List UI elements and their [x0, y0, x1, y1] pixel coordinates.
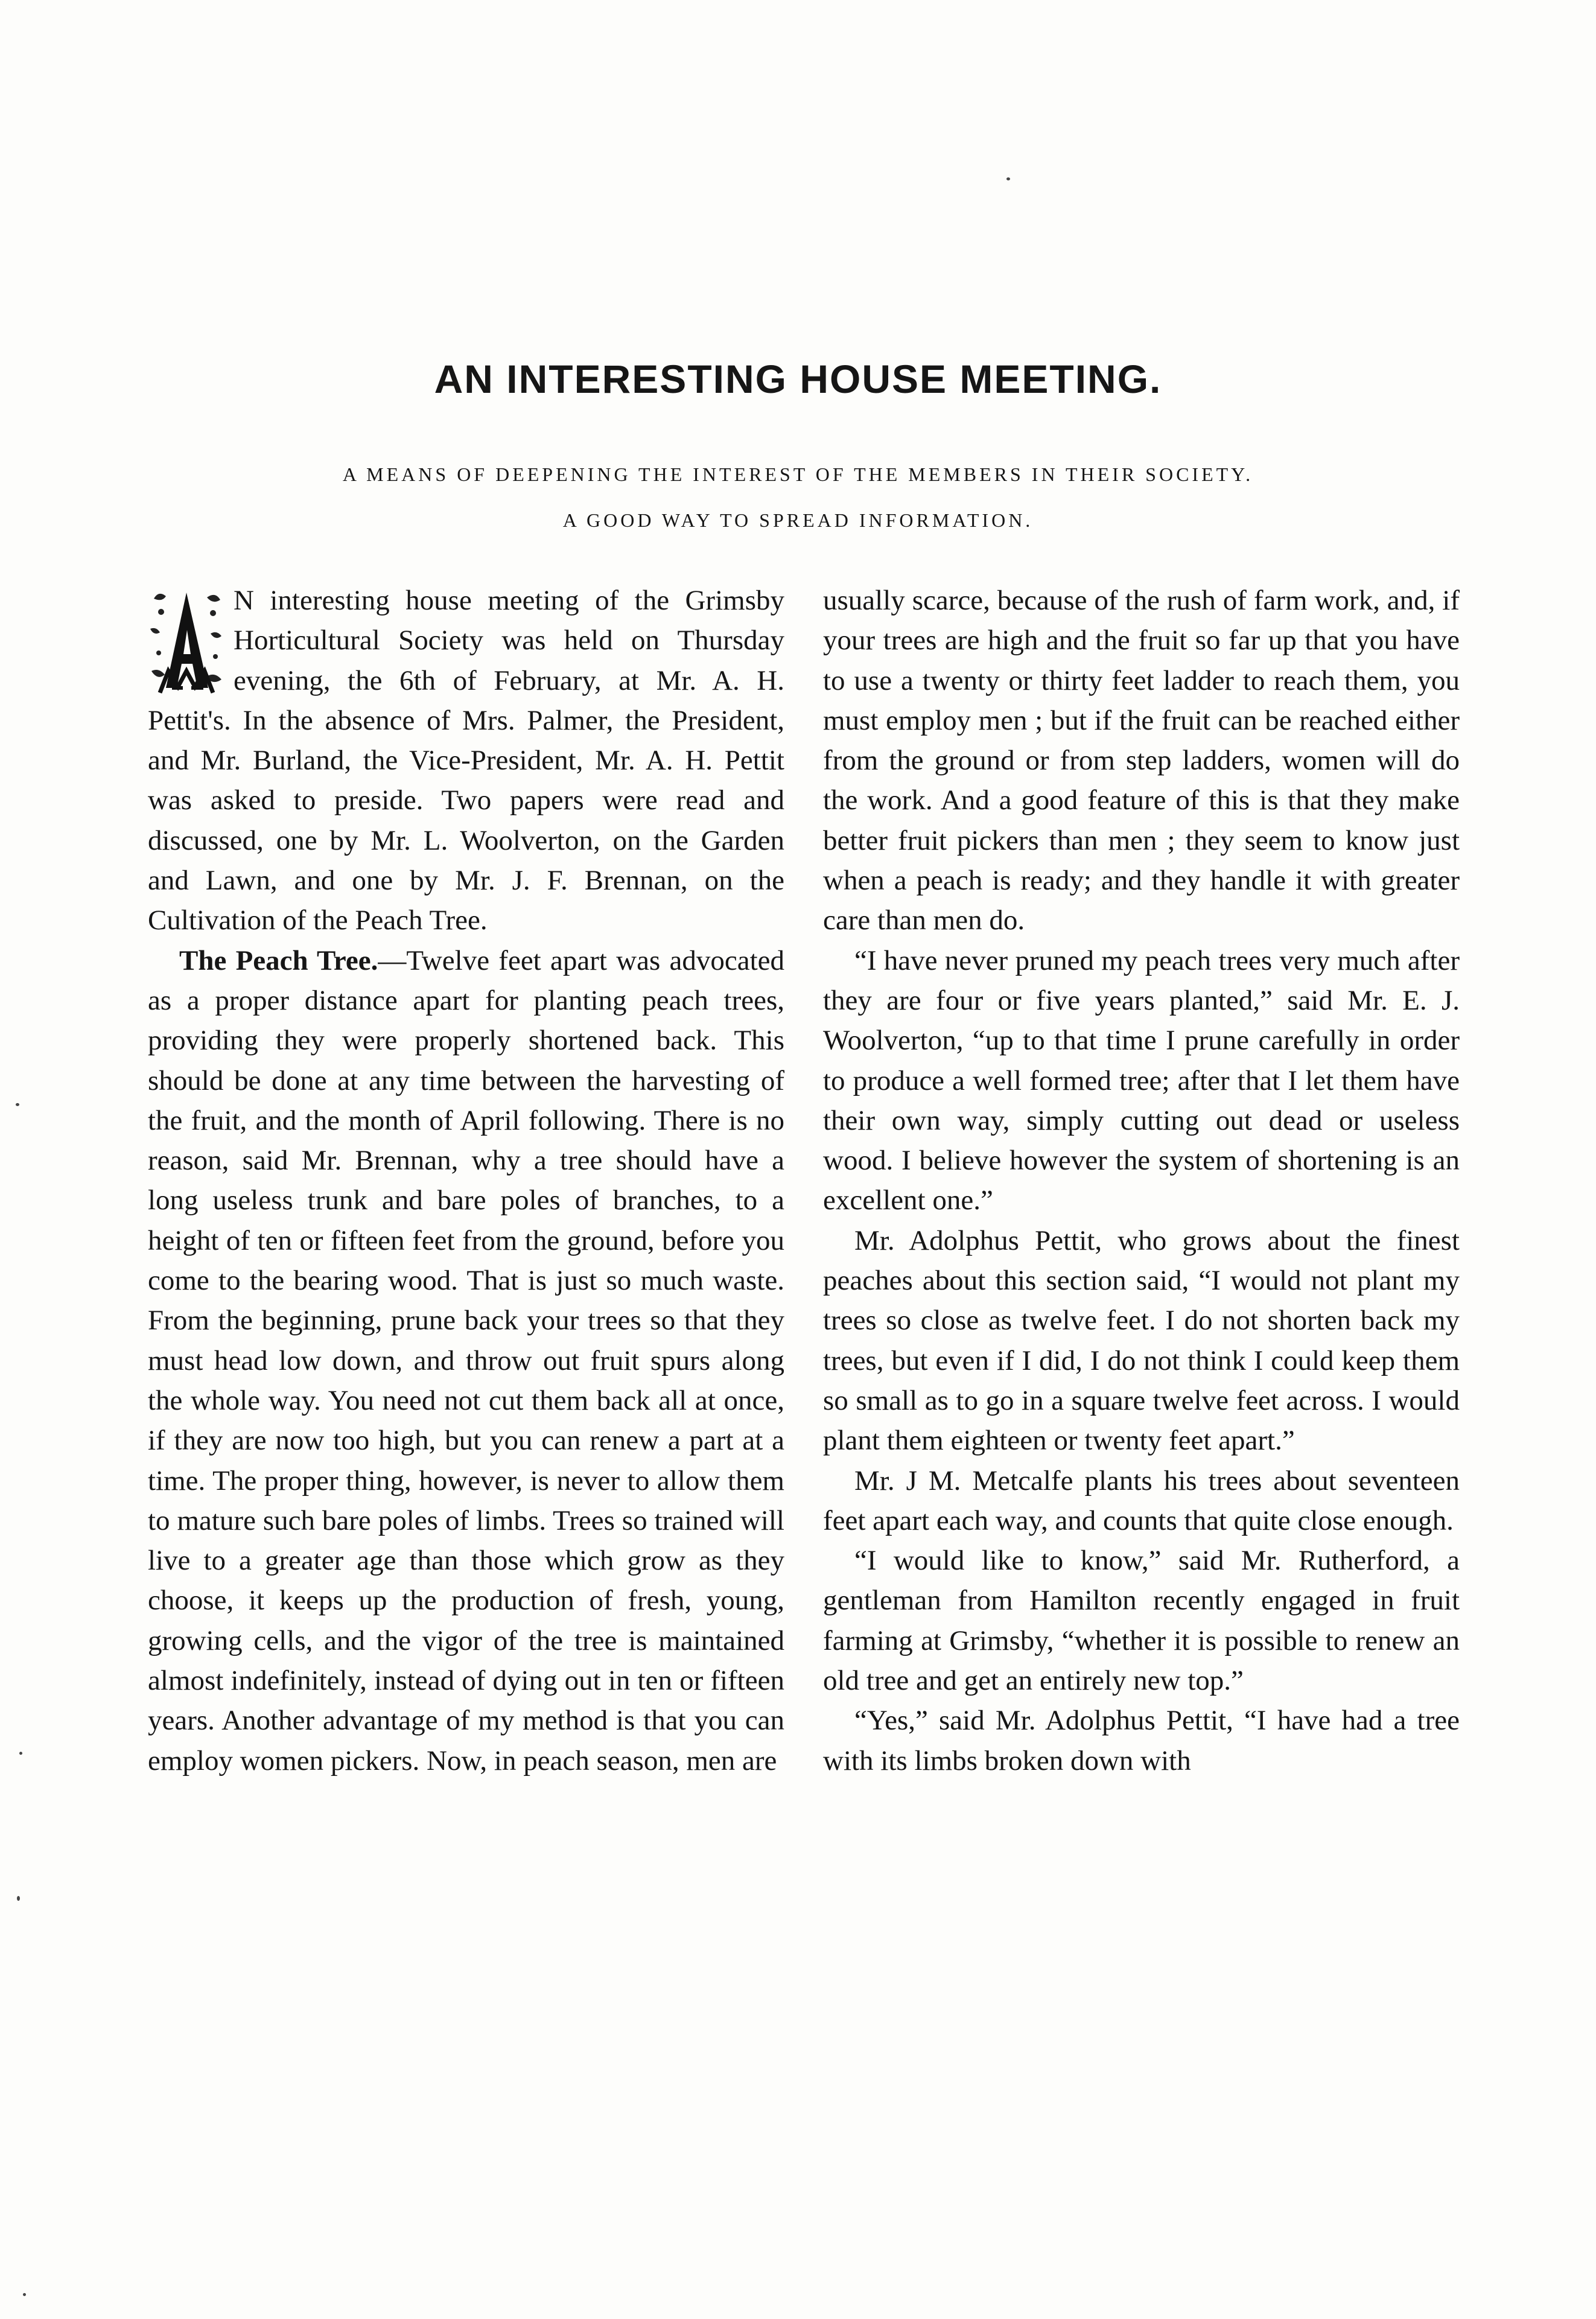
- subhead-primary: A MEANS OF DEEPENING THE INTEREST OF THE MEMBERS IN THEIR SOCIETY.: [342, 463, 1254, 485]
- scan-speck: [16, 1103, 19, 1106]
- paragraph-peach-tree-body: —Twelve feet apart was advocated as a proper distance apart for planting peach trees, providing they were properly shortened back. This should be done at any time between the harvesting of the fruit, and the month of April following. There is no reason, said Mr. Brennan, why a tree should have a long useless trunk and bare poles of branches, to a height of ten or fifteen feet from the ground, before you come to the bearing wood. That is just so much waste. From the beginning, prune back your trees so that they must head low down, and throw out fruit spurs along the whole way. You need not cut them back all at once, if they are now too high, but you can renew a part at a time. The proper thing, however, is never to allow them to mature such bare poles of limbs. Trees so trained will live to a greater age than those which grow as they choose, it keeps up the production of fresh, young, growing cells, and the vigor of the tree is maintained almost indefinitely, instead of dying out in ten or fifteen years. Another advantage of my method is that you can employ women pickers. Now, in peach season, men are: [148, 944, 784, 1777]
- paragraph-peach-tree: [148, 941, 784, 1781]
- paragraph-metcalfe: Mr. J M. Metcalfe plants his trees about seventeen feet apart each way, and counts that quite close enough.: [823, 1465, 1460, 1536]
- column-right: [823, 581, 1460, 1781]
- paragraph-pettit-quote: Mr. Adolphus Pettit, who grows about the finest peaches about this section said, “I would not plant my trees so close as twelve feet. I do not shorten back my trees, but even if I did, I do not think I could keep them so small as to go in a square twelve feet across. I would plant them eighteen or twenty feet apart.”: [823, 1224, 1460, 1457]
- subhead-secondary: A GOOD WAY TO SPREAD INFORMATION.: [562, 509, 1034, 531]
- page-title: AN INTERESTING HOUSE MEETING.: [434, 357, 1162, 401]
- scan-speck: [1006, 177, 1010, 180]
- scan-speck: [19, 1752, 22, 1755]
- scan-speck: [23, 2293, 26, 2296]
- paragraph-continued: usually scarce, because of the rush of farm work, and, if your trees are high and the fruit so far up that you have to use a twenty or thirty feet ladder to reach them, you must employ men ; but if the fruit can be reached either from the ground or from step ladders, women will do the work. And a good feature of this is that they make better fruit pickers than men ; they seem to know just when a peach is ready; and they handle it with greater care than men do.: [823, 585, 1460, 937]
- section-heading-peach-tree: The Peach Tree.: [179, 944, 378, 976]
- paragraph-pettit-answer: “Yes,” said Mr. Adolphus Pettit, “I have had a tree with its limbs broken down with: [823, 1705, 1460, 1777]
- paragraph-rutherford-question: “I would like to know,” said Mr. Rutherford, a gentleman from Hamilton recently engaged in fruit farming at Grimsby, “whether it is possible to renew an old tree and get an entirely new top.”: [823, 1545, 1460, 1697]
- scan-speck: [17, 1896, 20, 1901]
- paragraph-intro: N interesting house meeting of the Grimsby Horticultural Society was held on Thursday evening, the 6th of February, at Mr. A. H. Pettit's. In the absence of Mrs. Palmer, the President, and Mr. Burland, the Vice-President, Mr. A. H. Pettit was asked to preside. Two papers were read and discussed, one by Mr. L. Woolverton, on the Garden and Lawn, and one by Mr. J. F. Brennan, on the Cultivation of the Peach Tree.: [148, 585, 784, 937]
- paragraph-woolverton-quote: “I have never pruned my peach trees very much after they are four or five years planted,” said Mr. E. J. Woolverton, “up to that time I prune carefully in order to produce a well formed tree; after that I let them have their own way, simply cutting out dead or useless wood. I believe however the system of shortening is an excellent one.”: [823, 944, 1460, 1217]
- column-left: [148, 581, 784, 1781]
- drop-cap: [148, 587, 225, 695]
- ornamental-drop-cap-icon: [148, 587, 225, 695]
